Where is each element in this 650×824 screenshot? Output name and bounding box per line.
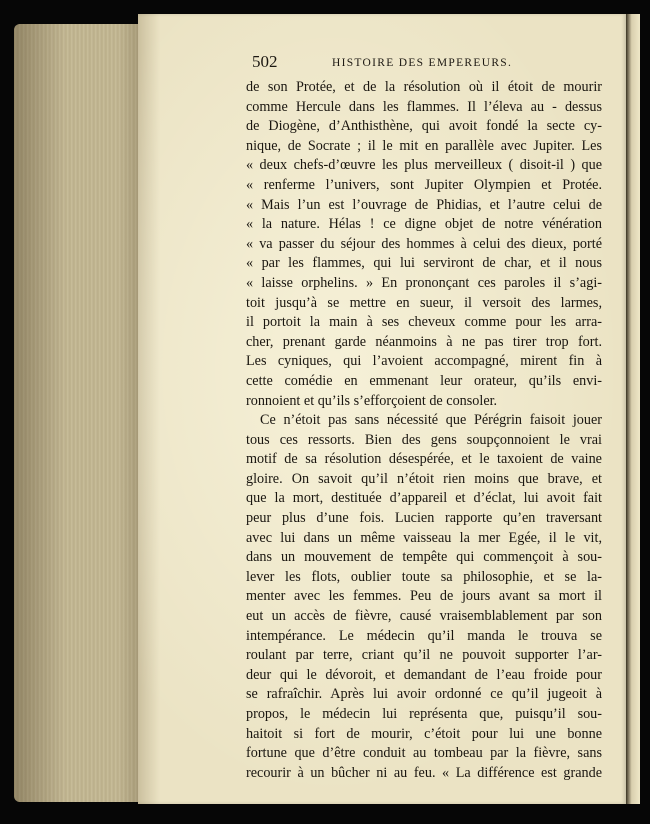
text-line: fortune que d’être conduit au tombeau par la fièvre, sans xyxy=(246,745,602,762)
page-number: 502 xyxy=(252,52,278,71)
text-line: haitoit si fort de mourir, c’étoit pour lui une bonne xyxy=(246,725,602,742)
text-line: de Diogène, d’Anthisthène, qui avoit fondé la secte cy- xyxy=(246,118,602,135)
page-header xyxy=(252,52,572,76)
text-line: cher, prenant garde néanmoins à ne pas tirer trop fort. xyxy=(246,333,602,350)
text-line: « deux chefs-d’œuvre les plus merveilleux ( disoit-il ) que xyxy=(246,157,602,174)
text-line: Les cyniques, qui l’avoient accompagné, mirent fin à xyxy=(246,353,602,370)
text-line: propos, le médecin lui représenta que, puisqu’il sou- xyxy=(246,706,602,722)
text-line: intempérance. Le médecin qu’il manda le trouva se xyxy=(246,627,602,644)
text-line: toit jusqu’à se mettre en sueur, il versoit des larmes, xyxy=(246,294,602,311)
text-line: deur qui le dévoroit, et demandant de l’eau froide pour xyxy=(246,666,602,683)
text-line: « va passer du séjour des hommes à celui des dieux, porté xyxy=(246,235,602,252)
text-line: « la nature. Hélas ! ce digne objet de notre vénération xyxy=(246,216,602,233)
text-line: « par les flammes, qui lui serviront de char, et il nous xyxy=(246,255,602,272)
text-line: cette comédie en emmenant leur orateur, qu’ils envi- xyxy=(246,372,602,389)
text-line: tous ces ressorts. Bien des gens soupçonnoient le vrai xyxy=(246,431,602,448)
text-line: lever les flots, oublier toute sa philosophie, et se la- xyxy=(246,568,602,585)
text-line: il portoit la main à ses cheveux comme pour les arra- xyxy=(246,314,602,331)
text-line: de son Protée, et de la résolution où il étoit de mourir xyxy=(246,79,602,95)
text-line: que la mort, destituée d’appareil et d’éclat, lui avoit fait xyxy=(246,490,602,507)
text-line: motif de sa résolution désespérée, et le taxoient de vaine xyxy=(246,451,602,468)
text-line: eut un accès de fièvre, causé vraisemblablement par son xyxy=(246,608,602,625)
running-head: HISTOIRE DES EMPEREURS. xyxy=(332,57,513,69)
book-page-edges xyxy=(14,24,144,802)
text-line: nique, de Socrate ; il le mit en parallèle avec Jupiter. Les xyxy=(246,137,602,154)
text-line: comme Hercule dans les flammes. Il l’éleva au - dessus xyxy=(246,98,602,115)
text-line: peur plus d’une fois. Lucien rapporte qu’en traversant xyxy=(246,510,602,527)
text-line: dans un mouvement de tempête qui commençoit à sou- xyxy=(246,549,602,566)
body-text xyxy=(246,78,602,783)
text-line: recourir à un bûcher ni au feu. « La différence est grande xyxy=(246,764,602,781)
text-line: gloire. On savoit qu’il n’étoit rien moins que brave, et xyxy=(246,470,602,487)
text-line: se rafraîchir. Après lui avoir ordonné ce qu’il jugeoit à xyxy=(246,686,602,703)
text-line: « Mais l’un est l’ouvrage de Phidias, et l’autre celui de xyxy=(246,196,602,213)
text-line: roulant par terre, criant qu’il ne pouvoit supporter l’ar- xyxy=(246,647,602,664)
text-line: avec lui dans un même vaisseau la mer Egée, il le vit, xyxy=(246,529,602,546)
facing-page-edge xyxy=(626,14,640,804)
text-line: « laisse orphelins. » En prononçant ces paroles il s’agi- xyxy=(246,274,602,291)
text-line: menter avec les femmes. Peu de jours avant sa mort il xyxy=(246,588,602,605)
text-line: « renferme l’univers, sont Jupiter Olympien et Protée. xyxy=(246,176,602,193)
paragraph-last-line: ronnoient et qu’ils s’efforçoient de consoler. xyxy=(246,392,498,409)
paragraph-first-line: Ce n’étoit pas sans nécessité que Pérégrin faisoit jouer xyxy=(260,412,602,429)
